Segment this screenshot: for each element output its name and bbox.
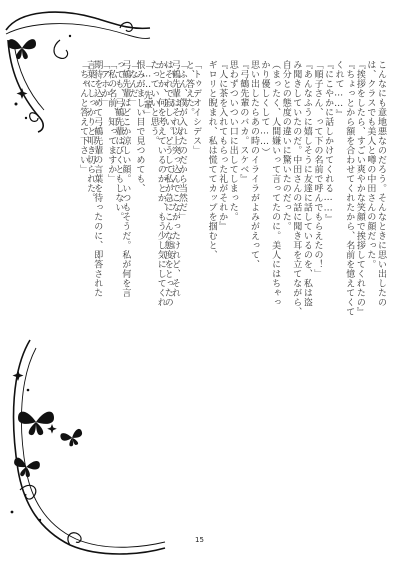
- text-column: かとか、何を考えているのかとか、もう少し気にしてくれ: [155, 60, 166, 307]
- butterfly-icon: [8, 39, 36, 59]
- text-column: 「ふん、僕が入れたのだから当然だ」: [176, 60, 187, 222]
- page-number: 15: [195, 536, 204, 544]
- text-column: かり優しくして……）: [259, 60, 270, 157]
- text-column: 「アホか」: [99, 60, 110, 108]
- text-column: み聞きしていたのだ。中田さんの話に聞き耳を立てながら、: [291, 60, 302, 317]
- text-column: こんなにも意地悪なのだろう。そんなときに思い出したの: [376, 60, 386, 307]
- sparkle-icon: [11, 370, 57, 521]
- text-column: 言葉にしっかりと叩き切られた。: [85, 60, 96, 203]
- text-column: 自分との態度の違いに驚いたのだった。: [280, 60, 291, 231]
- text-block-left: [80, 60, 200, 530]
- text-column: は、クラスでも美人と噂の中田さんの顔だった。: [365, 60, 376, 269]
- text-column: 弓鶴先輩はどこか涼しい顔。いつもそうだ。私が何を言: [120, 60, 131, 298]
- text-column: 期待を込めて弓鶴先輩の言葉を待ったのに、即答された: [92, 60, 103, 298]
- text-column: くれて……』: [333, 60, 344, 119]
- text-column: 「……先輩」: [141, 60, 152, 119]
- text-column: 思わずついつい口に出してしまった。: [227, 60, 238, 222]
- text-column: はそれで寂しい。どうして私が急にこんな態度をとったの: [162, 60, 173, 307]
- text-column: 『弓鶴先輩のバカ。スケベ』: [238, 60, 249, 184]
- butterfly-icon: [12, 457, 41, 479]
- text-column: 恨みがましい目で見つめても、: [134, 60, 145, 193]
- text-column: 思い出したらあの時のイライラがよみがえって、: [248, 60, 259, 269]
- text-column: 「順子さん、って下の名前で呼んでもらえたの！」: [312, 60, 323, 279]
- text-column: っても、弓鶴先輩はびくともしない。: [113, 60, 124, 222]
- text-column: たっていいと思う。: [148, 60, 159, 146]
- text-column: 「ちゃんと答えて下さい」: [78, 60, 89, 174]
- text-column: 『にこやかに話しかけてくれる……』: [323, 60, 334, 224]
- text-column: ギロリと睨まれ、私は慌ててカップを掴むと、: [206, 60, 217, 260]
- text-column: 「私の名前、知ってますか」: [106, 60, 117, 184]
- text-column: と、答えた。: [183, 60, 194, 117]
- text-column: 「トゥデオイシデス」: [191, 60, 201, 155]
- text-column: 『挨拶をしたら、すごい爽やかな笑顔で挨拶してくれたの』: [354, 60, 365, 317]
- text-column: （まったく、人間嫌いって言ってたのに。美人にはちゃっ: [270, 60, 281, 307]
- text-column: 弓鶴先輩はそれ以上突っ込んでこなかったけれど、それ: [169, 60, 180, 298]
- butterfly-icon: [18, 412, 54, 435]
- text-column: 『ちょっとから額を合わせてくれたから、名前を憶えてくて: [344, 60, 355, 317]
- text-column: 『人に茶を入れてもらった礼がそれか』: [217, 60, 228, 231]
- text-column: 「なんだ」: [127, 60, 138, 108]
- text-column: 『あんなふうに嬉しそうに友達に話しているのを、私は盗: [301, 60, 312, 307]
- text-block-right: [205, 60, 385, 530]
